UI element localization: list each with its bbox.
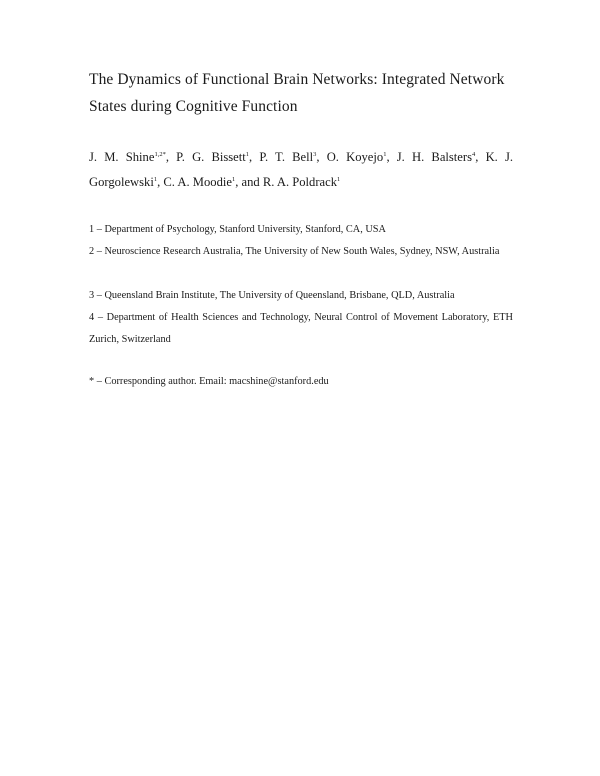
author-separator: , [157, 175, 164, 189]
author-name: J. H. Balsters [396, 150, 472, 164]
paper-title: The Dynamics of Functional Brain Networks: Integrated Network States during Cognitive Function [89, 71, 505, 115]
author-separator: , [386, 150, 397, 164]
author-separator: , [475, 150, 486, 164]
affiliation-item: 3 – Queensland Brain Institute, The University of Queensland, Brisbane, QLD, Australia [89, 290, 455, 301]
affiliation-item: 4 – Department of Health Sciences and Technology, Neural Control of Movement Laboratory, ETH Zurich, Switzerland [89, 312, 513, 345]
affiliation-list [89, 219, 513, 351]
author-affiliation-marker: 1 [231, 175, 236, 183]
author-name: R. A. Poldrack [262, 175, 338, 189]
author-affiliation-marker: 3 [313, 150, 317, 158]
author-name: J. M. Shine [89, 150, 155, 164]
author-list [89, 145, 513, 195]
author-separator: , [165, 150, 177, 164]
author-affiliation-marker: 1 [383, 150, 387, 158]
author-separator: , [316, 150, 327, 164]
author-name: P. T. Bell [259, 150, 314, 164]
author-separator: , and [235, 175, 263, 189]
corresponding-author-note: * – Corresponding author. Email: macshine@stanford.edu [89, 376, 329, 387]
author-affiliation-marker: 1 [245, 150, 250, 158]
author-affiliation-marker: 1 [153, 175, 158, 183]
author-name: P. G. Bissett [176, 150, 246, 164]
author-affiliation-marker: 1 [337, 175, 341, 183]
author-separator: , [249, 150, 260, 164]
author-affiliation-marker: 1,2* [154, 150, 166, 158]
author-affiliation-marker: 4 [472, 150, 476, 158]
author-name: K. J. Gorgolewski [89, 150, 514, 189]
author-name: C. A. Moodie [163, 175, 232, 189]
affiliation-item: 1 – Department of Psychology, Stanford University, Stanford, CA, USA [89, 224, 386, 235]
author-name: O. Koyejo [326, 150, 384, 164]
affiliation-item: 2 – Neuroscience Research Australia, The University of New South Wales, Sydney, NSW, Australia [89, 246, 500, 257]
